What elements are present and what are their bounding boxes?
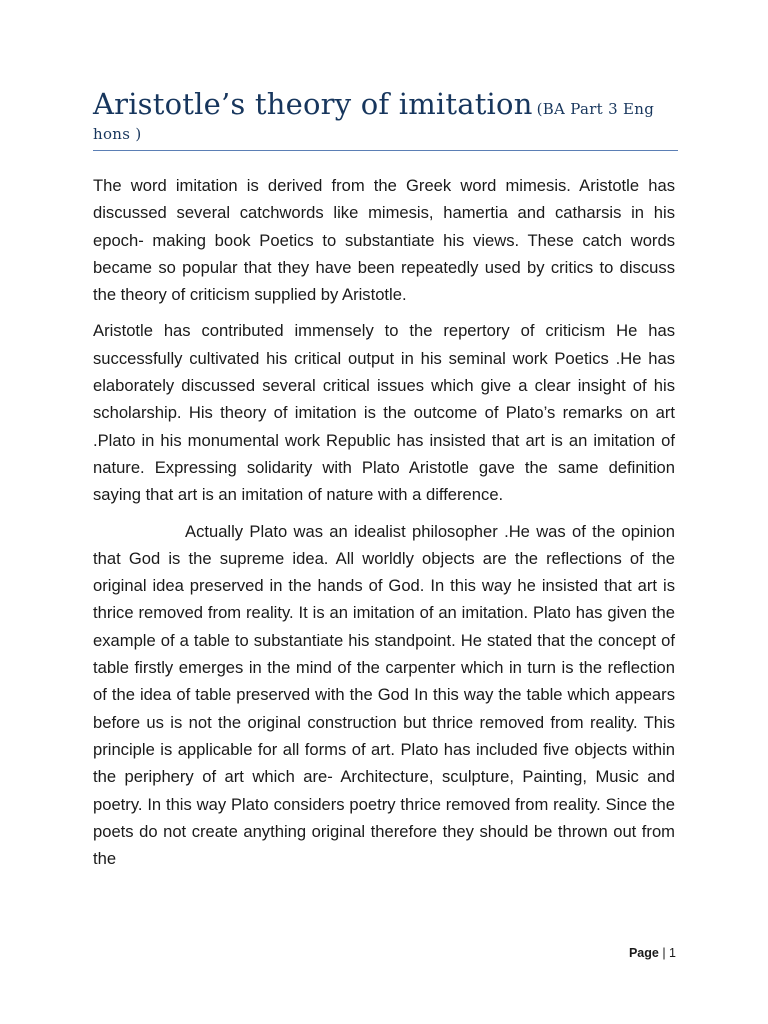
paragraph-2: Aristotle has contributed immensely to the repertory of criticism He has successfully cultivated his critical output in his seminal work Poetics .He has elaborately discussed several critical issues which give a clear insight of his scholarship. His theory of imitation is the outcome of Plato’s remarks on art .Plato in his monumental work Republic has insisted that art is an imitation of nature. Expressing solidarity with Plato Aristotle gave the same definition saying that art is an imitation of nature with a difference.: [93, 321, 675, 505]
page-number: 1: [669, 946, 676, 960]
document-title-block: [93, 86, 678, 151]
document-title-suffix-line2: hons ): [93, 125, 142, 143]
document-title: Aristotle’s theory of imitation: [93, 87, 533, 121]
document-body: [93, 172, 675, 881]
page-label: Page: [628, 946, 659, 960]
document-title-suffix: (BA Part 3 Eng: [536, 100, 655, 118]
page-separator: |: [662, 946, 666, 960]
page-footer: [629, 946, 676, 960]
paragraph-1: The word imitation is derived from the Greek word mimesis. Aristotle has discussed several catchwords like mimesis, hamertia and catharsis in his epoch- making book Poetics to substantiate his views. These catch words became so popular that they have been repeatedly used by critics to discuss the theory of criticism supplied by Aristotle.: [93, 176, 675, 305]
paragraph-3: Actually Plato was an idealist philosopher .He was of the opinion that God is the supreme idea. All worldly objects are the reflections of the original idea preserved in the hands of God. In this way he insisted that art is thrice removed from reality. It is an imitation of an imitation. Plato has given the example of a table to substantiate his standpoint. He stated that the concept of table firstly emerges in the mind of the carpenter which in turn is the reflection of the idea of table preserved with the God In this way the table which appears before us is not the original construction but thrice removed from reality. This principle is applicable for all forms of art. Plato has included five objects within the periphery of art which are- Architecture, sculpture, Painting, Music and poetry. In this way Plato considers poetry thrice removed from reality. Since the poets do not create anything original therefore they should be thrown out from the: [93, 521, 675, 869]
